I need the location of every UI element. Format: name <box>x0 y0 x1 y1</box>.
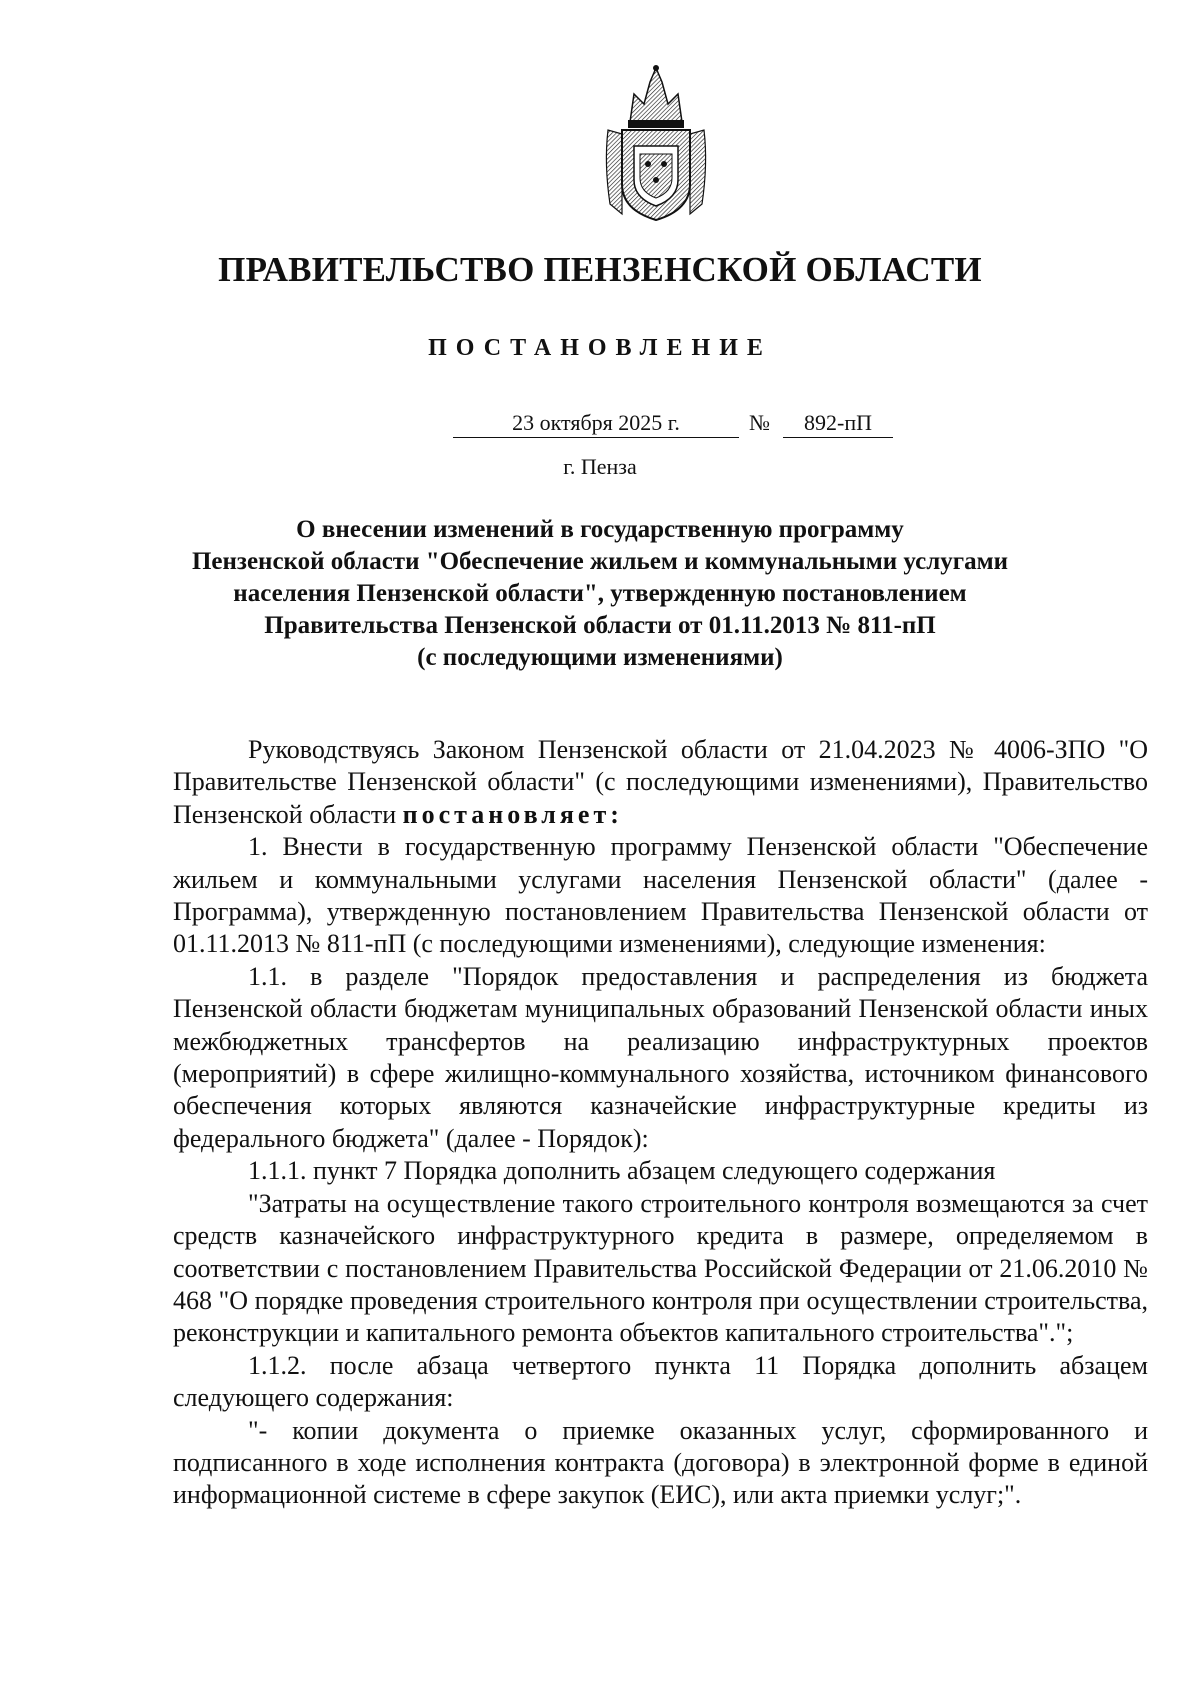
subject-line: населения Пензенской области", утвержденную постановлением <box>233 580 967 607</box>
city: г. Пенза <box>563 454 637 479</box>
paragraph-1-1-1: 1.1.1. пункт 7 Порядка дополнить абзацем следующего содержания <box>248 1156 996 1186</box>
number-sign: № <box>749 410 770 435</box>
preamble-text: Руководствуясь Законом Пензенской области от 21.04.2023 № 4006-ЗПО "О Правительстве Пензенской области" (с последующими изменениями), Правительство Пензенской области <box>173 735 1148 829</box>
decree-word: постановляет: <box>402 799 623 829</box>
document-body <box>173 734 1148 1512</box>
government-title: ПРАВИТЕЛЬСТВО ПЕНЗЕНСКОЙ ОБЛАСТИ <box>218 250 982 289</box>
preamble-paragraph <box>173 734 1148 831</box>
subject-line: Правительства Пензенской области от 01.11.2013 № 811-пП <box>264 612 936 639</box>
paragraph-1-1: 1.1. в разделе "Порядок предоставления и распределения из бюджета Пензенской области бюджетам муниципальных образований Пензенской области иных межбюджетных трансфертов на реализацию инфраструктурных проектов (мероприятий) в сфере жилищно-коммунального хозяйства, источником финансового обеспечения которых являются казначейские инфраструктурные кредиты из федерального бюджета" (далее - Порядок): <box>173 961 1148 1153</box>
document-subject <box>160 514 1040 674</box>
subject-line: (с последующими изменениями) <box>417 644 783 671</box>
document-number: 892-пП <box>783 410 893 438</box>
paragraph-1: 1. Внести в государственную программу Пензенской области "Обеспечение жильем и коммунальными услугами населения Пензенской области" (далее - Программа), утвержденную постановлением Правительства Пензенской области от 01.11.2013 № 811-пП (с последующими изменениями), следующие изменения: <box>173 832 1148 959</box>
paragraph-1-1-2-quote: "- копии документа о приемке оказанных услуг, сформированного и подписанного в ходе исполнения контракта (договора) в электронной форме в единой информационной системе в сфере закупок (ЕИС), или акта приемки услуг;". <box>173 1415 1148 1510</box>
document-type: ПОСТАНОВЛЕНИЕ <box>428 335 772 361</box>
document-date: 23 октября 2025 г. <box>453 410 739 438</box>
subject-line: Пензенской области "Обеспечение жильем и коммунальными услугами <box>191 548 1009 575</box>
coat-of-arms-emblem <box>600 64 712 222</box>
paragraph-1-1-2: 1.1.2. после абзаца четвертого пункта 11 Порядка дополнить абзацем следующего содержания: <box>173 1350 1148 1413</box>
paragraph-1-1-1-quote: "Затраты на осуществление такого строительного контроля возмещаются за счет средств казначейского инфраструктурного кредита в размере, определяемом в соответствии с постановлением Правительства Российской Федерации от 21.06.2010 № 468 "О порядке проведения строительного контроля при осуществлении строительства, реконструкции и капитального ремонта объектов капитального строительства"."; <box>173 1188 1148 1348</box>
date-number-line <box>0 410 1200 444</box>
subject-line: О внесении изменений в государственную программу <box>296 516 904 543</box>
